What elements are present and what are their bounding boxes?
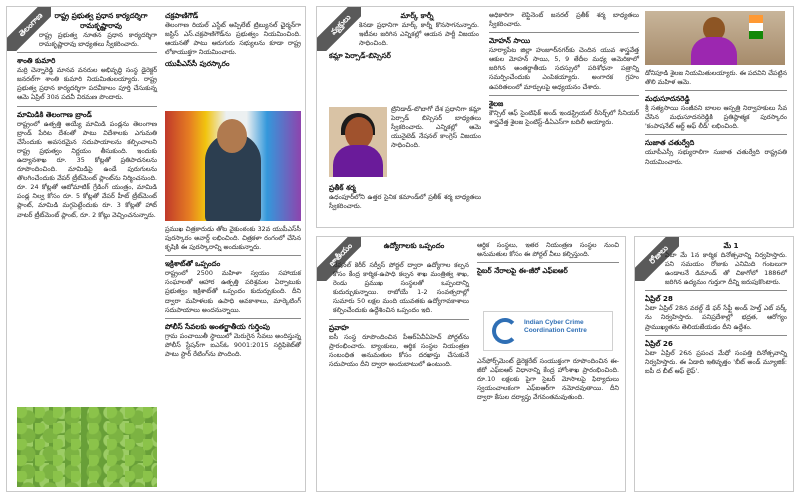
heading-police-recognition: పోలీస్ సేవలకు అంతర్జాతీయ గుర్తింపు xyxy=(165,321,270,331)
text-shailaja-caption: డోనిపూడి శైలజ నియమితులయ్యారు. ఈ పదవిని చేపట్టిన తొలి మహిళ ఆమె. xyxy=(645,69,787,87)
telangana-column-1 xyxy=(17,11,157,270)
national-column-1 xyxy=(329,241,469,369)
heading-chakrapani-goud: చక్రపాణిగౌడ్ xyxy=(165,11,199,20)
telangana-panel xyxy=(6,6,306,492)
text-april-26: ఏటా ఏప్రిల్ 26న ప్రపంచ మేధో సంపత్తి దినోత్సవాన్ని నిర్వహిస్తారు. ఈ ఏడాది ఇతివృత్తం 'బీట్ అండ్ మ్యూజిక్: ఐపీ ద బీట్ ఆఫ్ లైఫ్'. xyxy=(645,348,787,375)
divider xyxy=(645,290,787,291)
persons-column-1 xyxy=(329,11,479,61)
section-tag-national: జాతీయం xyxy=(317,237,361,281)
i4c-logo xyxy=(483,311,613,351)
divider xyxy=(645,335,787,336)
text-sujata-chaturvedi: యూపీఎస్సీ సభ్యురాలిగా సుజాత చతుర్వేది రాష్ట్రపతి నియమించారు. xyxy=(645,148,787,166)
heading-kamla-persad: కమ్లా పెర్సాడ్-బిస్సెసర్ xyxy=(329,51,391,61)
telangana-column-2 xyxy=(165,11,301,69)
heading-may-1: మే 1 xyxy=(723,241,739,250)
painter-face xyxy=(217,119,247,153)
flag-icon xyxy=(749,15,763,39)
text-may-1: ఏటా మే 1న కార్మిక దినోత్సవాన్ని నిర్వహిస్తారు. పని సమయం రోజుకు ఎనిమిది గంటలుగా ఉండాలనే డిమాండ్ తో చికాగోలో 1886లో జరిగిన ఉద్యమం గుర్తుగా దీన్ని జరుపుకొంటారు. xyxy=(665,251,787,287)
heading-april-26: ఏప్రిల్ 26 xyxy=(645,338,673,348)
divider xyxy=(17,106,157,107)
persons-column-1b xyxy=(391,105,481,150)
persons-column-2 xyxy=(489,11,639,127)
divider xyxy=(477,262,619,263)
heading-job-agreement: ఉద్యోగాలకు ఒప్పందం xyxy=(383,241,445,250)
text-shanti-kumari: మర్రి చెన్నారెడ్డి మానవ వనరుల అభివృద్ధి సంస్థ డైరెక్టర్ జనరల్‌గా శాంతి కుమారి నియమితులయ్యారు. రాష్ట్ర ప్రభుత్వ ప్రధాన కార్యదర్శిగా పదవీకాలం పూర్తి చేసుకున్న ఆమె ఏప్రిల్ 30న పదవీ విరమణ పొందారు. xyxy=(17,66,157,102)
persons-panel xyxy=(316,6,794,228)
national-column-2 xyxy=(477,241,619,276)
heading-prateek-sharma: ప్రతీక్ శర్మ xyxy=(329,183,356,192)
divider xyxy=(17,52,157,53)
divider xyxy=(165,255,301,256)
text-pravaah-cont: ఆర్థిక సంస్థలు, ఇతర నియంత్రణ సంస్థల నుంచి అనుమతుల కోసం ఈ పోర్టల్ వీలు కల్పిస్తుంది. xyxy=(477,241,619,259)
section-tag-telangana: తెలంగాణ xyxy=(7,7,51,51)
text-chakrapani-goud: తెలంగాణ రియల్ ఎస్టేట్ అప్పిలేట్ ట్రిబ్యునల్ ఛైర్మన్‌గా జస్టిస్ ఎస్.చక్రపాణిగౌడ్‌ను ప్రభుత్వం నియమించింది. ఆయనతో పాటు ఆరుగురు సభ్యులను కూడా రాష్ట్ర లోకాయుక్తగా నియమించారు. xyxy=(165,21,301,57)
heading-mohan-sai: మోహన్ సాయి xyxy=(489,36,531,46)
text-madhusudan-reddy: శ్రీ సత్యసాయి సంజీవని బాలల ఆస్పత్రి నిర్వాహకులు సేవ చేసిన మధుసూదనరెడ్డికి ప్రతిష్ఠాత్మక పురస్కారం 'కంపాషనేట్ ఆర్ట్ ఆఫ్ లీడ్' లభించింది. xyxy=(645,104,787,131)
text-shailaja: కౌన్సిల్ ఆఫ్ సైంటిఫిక్ అండ్ ఇండస్ట్రియల్ రీసెర్చ్‌లో సీనియర్ శాస్త్రవేత్త శైలజ సైంటిస్ట్-డీఏఎస్‌గా బదిలీ అయ్యారు. xyxy=(489,108,639,126)
text-icrisat: రాష్ట్రంలో 2500 మహిళా స్వయం సహాయక సంఘాలతో ఆహార ఉత్పత్తి పరిశ్రమల ఏర్పాటుకు ప్రభుత్వం ఇక్రిశాట్‌తో ఒప్పందం కుదుర్చుకుంది. దీని ద్వారా మహిళలకు ఉపాధి అవకాశాలు, మార్కెటింగ్ సదుపాయాలు అందనున్నాయి. xyxy=(165,269,301,314)
divider xyxy=(489,32,639,33)
i4c-logo-icon xyxy=(492,318,518,344)
kamla-persad-photo xyxy=(329,107,387,177)
heading-sujata-chaturvedi: సుజాత చతుర్వేది xyxy=(645,138,695,148)
text-police-recognition: గ్రామ పంచాయితీ స్థాయిలో మెరుగైన సేవలు అందిస్తున్న పోలీస్ స్టేషన్‌గా ఐఎస్ఓ 9001:2015 సర్టిఫికెట్‌తో పాటు స్టార్ రేటింగ్‌ను పొందింది. xyxy=(165,331,301,358)
text-job-agreement: నేషనల్ కెరీర్ సర్వీస్ పోర్టల్ ద్వారా ఉద్యోగాల కల్పన కోసం కేంద్ర కార్మిక-ఉపాధి కల్పన శాఖ మంత్రిత్వ శాఖ, రెండు ప్రముఖ సంస్థలతో ఒప్పందాన్ని కుదుర్చుకున్నాయి. రాబోయే 1-2 సంవత్సరాల్లో సుమారు 50 లక్షల మంది యువతకు ఉద్యోగావకాశాలు కల్పించేందుకు ఉద్దేశించిన ఒప్పందం ఇది. xyxy=(333,261,469,315)
divider xyxy=(329,319,469,320)
office-person-body xyxy=(691,37,737,65)
shailaja-photo xyxy=(645,11,785,65)
text-prateek-sharma-cont: అధికారిగా లెఫ్టినెంట్ జనరల్ ప్రతీక్ శర్మ బాధ్యతలు స్వీకరించారు. xyxy=(489,11,639,29)
divider xyxy=(645,90,787,91)
text-pravaah: ఐసీ సంస్థ రూపొందించిన పీఆర్ఏవీఏహెచ్ పోర్టల్‌ను ప్రారంభించారు. బ్యాంకులు, ఆర్థిక సంస్థల నియంత్రణ సంబంధిత అనుమతుల కోసం దరఖాస్తు చేసుకునే సదుపాయం దీని ద్వారా అందుబాటులో ఉంటుంది. xyxy=(329,332,469,368)
section-tag-persons: వ్యక్తులు xyxy=(317,7,361,51)
national-column-2b xyxy=(477,357,619,402)
section-tag-days: రోజులు xyxy=(635,237,679,281)
text-april-28: ఏటా ఏప్రిల్ 28న వరల్డ్ డే ఫర్ సేఫ్టీ అండ్ హెల్త్ ఎట్ వర్క్ ను నిర్వహిస్తారు. పనిప్రదేశాల్లో భద్రత, ఆరోగ్యం ప్రాముఖ్యతను తెలియజేయడం దీని ఉద్దేశం. xyxy=(645,304,787,331)
text-prateek-sharma: ఉధంపూర్‌లోని ఉత్తర సైనిక కమాండ్‌లో ప్రతీక్ శర్మ బాధ్యతలు స్వీకరించారు. xyxy=(329,193,481,211)
divider xyxy=(165,318,301,319)
divider xyxy=(645,134,787,135)
text-chief-secretary: రాష్ట్ర ప్రభుత్వ నూతన ప్రధాన కార్యదర్శిగా రామకృష్ణారావు బాధ్యతలు స్వీకరించారు. xyxy=(39,31,157,49)
heading-shailaja: శైలజ xyxy=(489,98,504,108)
telangana-column-2b xyxy=(165,225,301,359)
text-upsc-award: ప్రముఖ చిత్రకారుడు తోట వైకుంఠంకు 32వ యుపీఎస్‌సీ పురస్కారం అవార్డ్ లభించింది. చిత్రకళా రంగంలో చేసిన కృషికి ఈ పురస్కారాన్ని అందుకున్నారు. xyxy=(165,225,301,252)
persons-column-3 xyxy=(645,69,787,167)
days-panel xyxy=(634,236,794,492)
painter-photo xyxy=(165,111,301,221)
i4c-logo-text: Indian Cyber Crime Coordination Centre xyxy=(524,319,587,334)
text-mohan-sai: సూర్యాపేట జిల్లా హుజూర్‌నగర్‌కు చెందిన యువ శాస్త్రవేత్త ఆకుల మోహన్ సాయి, 5, 9 తేదీల మధ్య అమెరికాలో జరిగిన అంతర్జాతీయ సదస్సులో పరిశోధనా పత్రాన్ని సమర్పించేందుకు ఎంపికయ్యారు. అంగారక గ్రహం ఉపరితలంలో మార్పులపై అధ్యయనం చేశారు. xyxy=(489,46,639,91)
heading-chief-secretary: రాష్ట్ర ప్రభుత్వ ప్రధాన కార్యదర్శిగా రామకృష్ణారావు xyxy=(54,11,148,30)
text-kamla-persad: ట్రినిడాడ్-టొబాగో దేశ ప్రధానిగా కమ్లా పెర్సాడ్ బిస్సెసర్ బాధ్యతలు స్వీకరించారు. ఎన్నికల్లో ఆమె యునైటెడ్ నేషనల్ కాంగ్రెస్ విజయం సాధించింది. xyxy=(391,105,481,150)
heading-madhusudan-reddy: మధుసూదనరెడ్డి xyxy=(645,94,690,104)
heading-icrisat: ఇక్రిశాట్‌తో ఒప్పందం xyxy=(165,259,221,269)
portrait-body xyxy=(333,145,383,177)
divider xyxy=(489,95,639,96)
days-column xyxy=(645,241,787,376)
heading-e-zero-fir: సైబర్ నేరాలపై ఈ-జీరో ఎఫ్ఐఆర్ xyxy=(477,266,568,276)
national-panel xyxy=(316,236,626,492)
mango-photo xyxy=(17,407,157,487)
heading-april-28: ఏప్రిల్ 28 xyxy=(645,294,673,304)
heading-pravaah: ప్రవాహ xyxy=(329,322,349,332)
heading-mango-brand: మామిడికి తెలంగాణ బ్రాండ్ xyxy=(17,109,92,119)
heading-upsc-award: యుపీఎస్‌సీ పురస్కారం xyxy=(165,59,230,69)
heading-shanti-kumari: శాంతి కుమారి xyxy=(17,56,56,66)
text-mango-brand: రాష్ట్రంలో ఉత్పత్తి అయ్యే మామిడి పండ్లను తెలంగాణ బ్రాండ్ పేరిట దేశంతో పాటు విదేశాలకు ఎగుమతి చేసేందుకు అవసరమైన సదుపాయాలను కల్పించాలని రాష్ట్ర ప్రభుత్వం నిర్ణయం తీసుకుంది. ఇందుకు ఉద్యానశాఖ రూ. 35 కోట్లతో ప్రతిపాదనలను రూపొందించింది. మామిడిపై ఉండే పురుగులను తొలగించేందుకు వేపర్ ట్రీట్‌మెంట్ ప్లాంట్‌ను నిర్మించనుంది. రూ. 24 కోట్లతో ఆటోమాటిక్ గ్రేడింగ్ యంత్రం, మామిడి పండ్ల నిల్వ కోసం రూ. 5 కోట్లతో వేపర్ హీట్ ట్రీట్‌మెంట్ ప్లాంట్, మామిడి మగ్గపెట్టేందుకు రూ. 3 కోట్లతో హాట్ వాటర్ ట్రీట్‌మెంట్ ప్లాంట్, రూ. 2 కోట్లు వెచ్చించనున్నారు. xyxy=(17,119,157,219)
text-mark-carney: కెనడా ప్రధానిగా మార్క్ కార్నీ కొనసాగనున్నారు. ఇటీవల జరిగిన ఎన్నికల్లో ఆయన పార్టీ విజయం సాధించింది. xyxy=(359,21,479,48)
persons-column-1c xyxy=(329,183,481,211)
heading-mark-carney: మార్క్ కార్నీ xyxy=(400,11,434,20)
text-e-zero-fir: ఎన్‌ఫోర్స్‌మెంట్ డైరెక్టరేట్ సంయుక్తంగా రూపొందించిన ఈ-జీరో ఎఫ్ఐఆర్ విధానాన్ని కేంద్ర హోంశాఖ ప్రారంభించింది. రూ.10 లక్షలకు పైగా సైబర్ మోసాలపై ఫిర్యాదులు స్వయంచాలకంగా ఎఫ్ఐఆర్‌గా నమోదవుతాయి. దీని ద్వారా కేసుల దర్యాప్తు వేగవంతమవుతుంది. xyxy=(477,357,619,402)
